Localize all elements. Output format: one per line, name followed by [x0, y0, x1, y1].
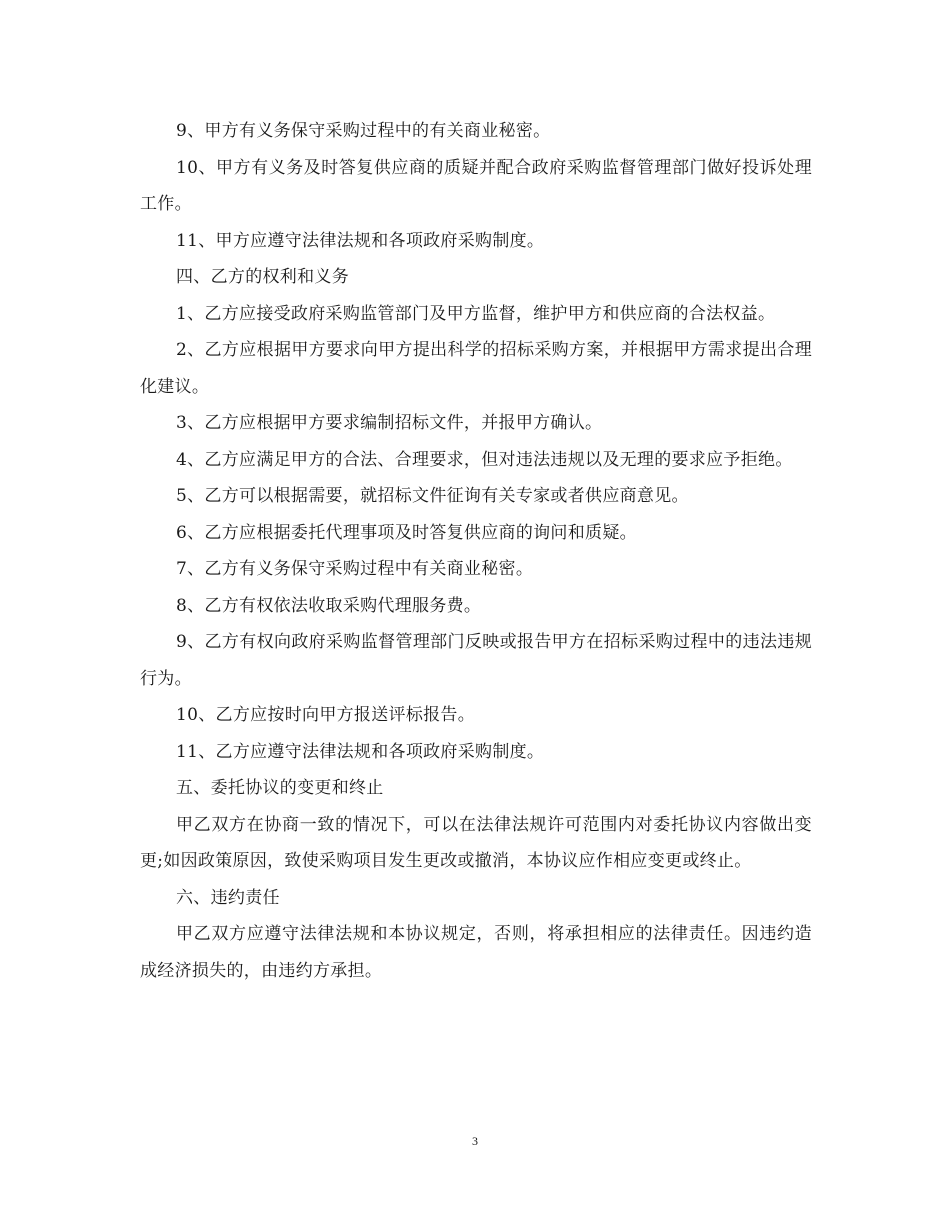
paragraph-yi-5: 5、乙方可以根据需要，就招标文件征询有关专家或者供应商意见。	[176, 486, 689, 506]
document-body	[140, 113, 812, 989]
paragraph-yi-3: 3、乙方应根据甲方要求编制招标文件，并报甲方确认。	[176, 413, 603, 433]
paragraph-yi-10: 10、乙方应按时向甲方报送评标报告。	[176, 705, 476, 725]
paragraph-jia-9: 9、甲方有义务保守采购过程中的有关商业秘密。	[176, 121, 551, 141]
paragraph-yi-9: 9、乙方有权向政府采购监督管理部门反映或报告甲方在招标采购过程中的违法违规行为。	[140, 632, 812, 689]
paragraph-yi-8: 8、乙方有权依法收取采购代理服务费。	[176, 595, 482, 616]
paragraph-yi-2: 2、乙方应根据甲方要求向甲方提出科学的招标采购方案，并根据甲方需求提出合理化建议。	[140, 340, 812, 397]
section-heading-4: 四、乙方的权利和义务	[176, 267, 349, 287]
page-number: 3	[472, 1134, 478, 1148]
paragraph-yi-1: 1、乙方应接受政府采购监管部门及甲方监督，维护甲方和供应商的合法权益。	[176, 303, 776, 324]
section-heading-5: 五、委托协议的变更和终止	[176, 778, 384, 798]
paragraph-yi-11: 11、乙方应遵守法律法规和各项政府采购制度。	[176, 741, 545, 762]
section-heading-6: 六、违约责任	[176, 887, 280, 908]
paragraph-change-termination: 甲乙双方在协商一致的情况下，可以在法律法规许可范围内对委托协议内容做出变更;如因政策原因，致使采购项目发生更改或撤消，本协议应作相应变更或终止。	[140, 814, 812, 871]
paragraph-liability: 甲乙双方应遵守法律法规和本协议规定，否则，将承担相应的法律责任。因违约造成经济损失的，由违约方承担。	[140, 924, 812, 981]
paragraph-yi-7: 7、乙方有义务保守采购过程中有关商业秘密。	[176, 559, 534, 579]
paragraph-jia-10: 10、甲方有义务及时答复供应商的质疑并配合政府采购监督管理部门做好投诉处理工作。	[140, 157, 812, 214]
paragraph-jia-11: 11、甲方应遵守法律法规和各项政府采购制度。	[176, 230, 545, 251]
paragraph-yi-4: 4、乙方应满足甲方的合法、合理要求，但对违法违规以及无理的要求应予拒绝。	[176, 449, 793, 470]
paragraph-yi-6: 6、乙方应根据委托代理事项及时答复供应商的询问和质疑。	[176, 522, 637, 543]
